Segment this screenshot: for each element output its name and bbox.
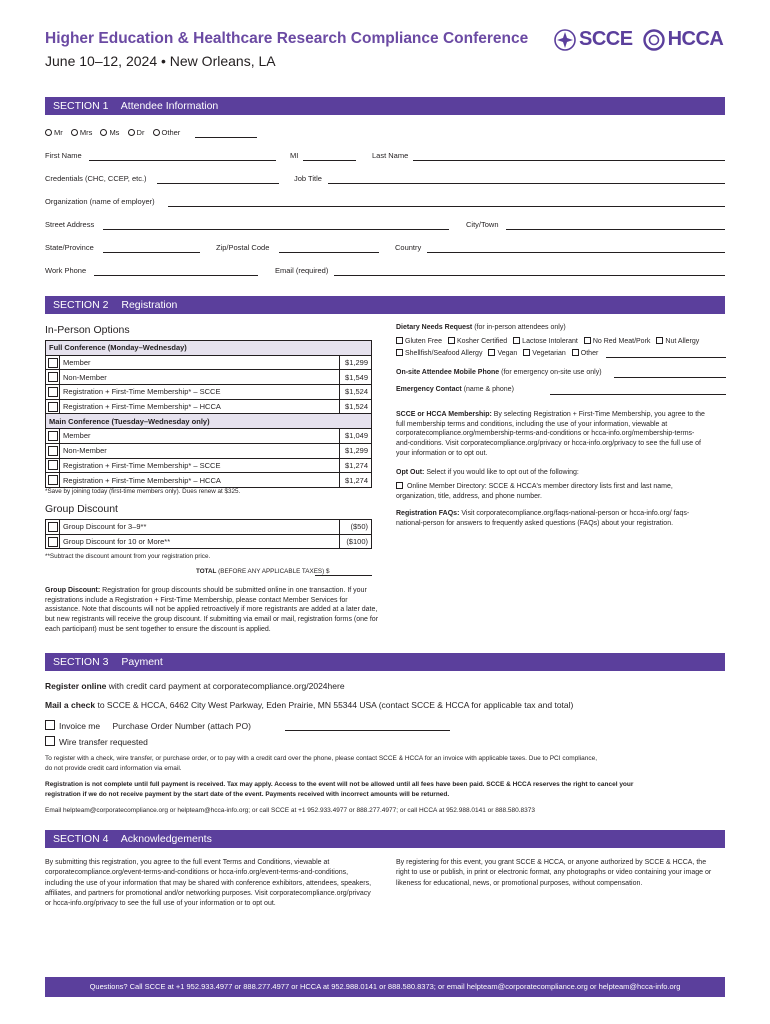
group-discount-table — [45, 519, 372, 549]
last-name-label: Last Name — [372, 151, 409, 160]
optout-option[interactable]: Online Member Directory: SCCE & HCCA's member directory lists first and last name, organization, title, address, and phone number. — [396, 483, 673, 500]
job-title-label: Job Title — [294, 174, 322, 183]
mi-field[interactable] — [303, 160, 356, 161]
zip-label: Zip/Postal Code — [216, 243, 270, 252]
checkbox[interactable] — [656, 337, 663, 344]
checkbox[interactable] — [48, 460, 58, 470]
email-field[interactable] — [334, 275, 725, 276]
dietary-shellfish[interactable]: Shellfish/Seafood Allergy — [396, 348, 482, 360]
dietary-other[interactable]: Other — [572, 348, 599, 360]
group-discount-heading: Group Discount — [45, 503, 118, 515]
payment-note-3: Email helpteam@corporatecompliance.org or helpteam@hcca-info.org; or call SCCE at +1 952.933.4977 or 888.277.4977; or call HCCA at 952.988.0141 or 888.580.8373 — [45, 807, 535, 814]
country-field[interactable] — [427, 252, 725, 253]
radio-icon[interactable] — [153, 129, 160, 136]
checkbox[interactable] — [488, 349, 495, 356]
dietary-vegetarian[interactable]: Vegetarian — [523, 348, 565, 360]
checkbox[interactable] — [584, 337, 591, 344]
acknowledgement-left: By submitting this registration, you agree to the full event Terms and Conditions, viewable at corporatecompliance.org/event-terms-and-conditions or hcca-info.org/event-terms-and-conditions, including the use of your information that may be shared with conference exhibitors, attendees, speakers, affiliates, and partners for promotional and/or networking purposes. Visit corporatecompliance.org/privacy or hcca-info.org/privacy to see the full use of your information or to opt out. — [45, 859, 372, 908]
section2-number: SECTION 2 — [53, 299, 109, 311]
checkbox[interactable] — [48, 402, 58, 412]
credentials-label: Credentials (CHC, CCEP, etc.) — [45, 174, 147, 183]
total-label: TOTAL — [196, 568, 217, 575]
dietary-no-red-meat[interactable]: No Red Meat/Pork — [584, 336, 651, 348]
checkbox[interactable] — [572, 349, 579, 356]
table-row: Non-Member $1,549 — [46, 370, 372, 385]
section2-header — [45, 296, 725, 314]
work-phone-field[interactable] — [94, 275, 258, 276]
section4-header — [45, 830, 725, 848]
table-row: Registration + First-Time Membership* – HCCA $1,524 — [46, 399, 372, 414]
checkbox[interactable] — [523, 349, 530, 356]
full-conference-heading: Full Conference (Monday–Wednesday) — [46, 341, 372, 356]
main-conference-heading: Main Conference (Tuesday–Wednesday only) — [46, 414, 372, 429]
checkbox[interactable] — [45, 736, 55, 746]
checkbox[interactable] — [48, 446, 58, 456]
radio-icon[interactable] — [100, 129, 107, 136]
checkbox[interactable] — [448, 337, 455, 344]
section4-number: SECTION 4 — [53, 833, 109, 845]
salutation-ms[interactable]: Ms — [100, 128, 119, 138]
salutation-other[interactable]: Other — [153, 128, 181, 138]
payment-note-1: To register with a check, wire transfer, or purchase order, or to pay with a credit card over the phone, please contact SCCE & HCCA for an invoice with applicable taxes. Due to PCI compliance, do not provide credit card information via email. — [45, 755, 598, 772]
checkbox[interactable] — [45, 720, 55, 730]
table-row: Non-Member $1,299 — [46, 443, 372, 458]
table-row: Member $1,049 — [46, 429, 372, 444]
total-currency: $ — [325, 568, 330, 575]
page-title: Higher Education & Healthcare Research Compliance Conference — [45, 30, 529, 47]
mobile-label: On-site Attendee Mobile Phone (for emergency on-site use only) — [396, 369, 602, 376]
first-name-field[interactable] — [89, 160, 276, 161]
mail-check-line: Mail a check to SCCE & HCCA, 6462 City West Parkway, Eden Prairie, MN 55344 USA (contact SCCE & HCCA for applicable tax and total) — [45, 700, 574, 710]
footer-bar — [45, 977, 725, 997]
checkbox[interactable] — [48, 537, 58, 547]
organization-label: Organization (name of employer) — [45, 197, 155, 206]
acknowledgement-right: By registering for this event, you grant SCCE & HCCA, or anyone authorized by SCCE & HCCA, the right to use or publish, in print or electronic format, any photographs or video containing your image or likeness for educational, news, or promotional purposes, without compensation. — [396, 859, 712, 887]
dietary-lactose[interactable]: Lactose Intolerant — [513, 336, 578, 348]
dietary-nut-allergy[interactable]: Nut Allergy — [656, 336, 699, 348]
logos — [554, 28, 723, 51]
work-phone-label: Work Phone — [45, 266, 87, 275]
checkbox[interactable] — [48, 387, 58, 397]
section1-number: SECTION 1 — [53, 100, 109, 112]
hcca-emblem-icon — [643, 29, 665, 51]
mobile-field[interactable] — [614, 377, 726, 378]
mi-label: MI — [290, 151, 299, 160]
wire-option[interactable]: Wire transfer requested — [45, 736, 148, 747]
dietary-heading: Dietary Needs Request (for in-person attendees only) — [396, 324, 566, 331]
salutation-mr[interactable]: Mr — [45, 128, 63, 138]
in-person-heading: In-Person Options — [45, 324, 130, 336]
section3-number: SECTION 3 — [53, 656, 109, 668]
membership-terms: SCCE or HCCA Membership: By selecting Registration + First-Time Membership, you agree to the full membership terms and conditions, including the use of your information, viewable at corporatecompliance.org/membership-terms-and-conditions or hcca-info.org/membership-terms-and-conditions. Visit corporatecompliance.org/privacy or hcca-info.org/privacy to see the full use of your information or to opt out. — [396, 411, 705, 457]
emergency-field[interactable] — [550, 394, 726, 395]
country-label: Country — [395, 243, 422, 252]
radio-icon[interactable] — [71, 129, 78, 136]
optout-heading: Opt Out: Select if you would like to opt out of the following: — [396, 469, 579, 476]
checkbox[interactable] — [48, 475, 58, 485]
city-label: City/Town — [466, 220, 499, 229]
email-label: Email (required) — [275, 266, 329, 275]
table-row: Group Discount for 10 or More** ($100) — [46, 534, 372, 549]
section1-title: Attendee Information — [120, 100, 219, 112]
scce-logo — [554, 28, 633, 51]
table-row: Group Discount for 3–9** ($50) — [46, 520, 372, 535]
job-title-field[interactable] — [328, 183, 725, 184]
dietary-other-field[interactable] — [606, 357, 726, 358]
credentials-field[interactable] — [157, 183, 279, 184]
street-label: Street Address — [45, 220, 95, 229]
membership-note: *Save by joining today (first-time members only). Dues renew at $325. — [45, 488, 241, 495]
table-row: Registration + First-Time Membership* – SCCE $1,524 — [46, 385, 372, 400]
checkbox[interactable] — [396, 349, 403, 356]
city-field[interactable] — [506, 229, 725, 230]
section2-title: Registration — [121, 299, 178, 311]
hcca-logo — [643, 28, 724, 51]
salutation-dr[interactable]: Dr — [128, 128, 145, 138]
event-date-location: June 10–12, 2024 • New Orleans, LA — [45, 53, 276, 69]
radio-icon[interactable] — [128, 129, 135, 136]
registration-faqs: Registration FAQs: Visit corporatecompliance.org/faqs-national-person or hcca-info.org/ faqs-national-person for answers to frequently asked questions (FAQs) about your registration. — [396, 510, 690, 527]
group-discount-paragraph: Group Discount: Registration for group discounts should be submitted online in one transaction. If your registrations include a Registration + First-Time Membership, please contact Member Services for assistance. Note that discounts will not be applied retroactively if more registrants are added at a later date, but new registrants will receive the group discount. If submitting via email or mail, registration forms (one for each participant) must be sent together to ensure the discount is applied. — [45, 587, 379, 633]
checkbox[interactable] — [513, 337, 520, 344]
group-note: **Subtract the discount amount from your registration price. — [45, 553, 211, 560]
total-label-line — [196, 567, 329, 577]
last-name-field[interactable] — [413, 160, 725, 161]
table-row: Registration + First-Time Membership* – HCCA $1,274 — [46, 473, 372, 488]
salutation-mrs[interactable]: Mrs — [71, 128, 93, 138]
checkbox[interactable] — [48, 431, 58, 441]
dietary-vegan[interactable]: Vegan — [488, 348, 517, 360]
checkbox[interactable] — [48, 372, 58, 382]
checkbox[interactable] — [48, 358, 58, 368]
invoice-option[interactable]: Invoice me Purchase Order Number (attach PO) — [45, 720, 251, 731]
total-sub: (BEFORE ANY APPLICABLE TAXES) — [218, 568, 325, 575]
total-field[interactable] — [315, 575, 372, 576]
state-field[interactable] — [103, 252, 200, 253]
table-row: Registration + First-Time Membership* – SCCE $1,274 — [46, 458, 372, 473]
po-number-field[interactable] — [285, 730, 450, 731]
checkbox[interactable] — [396, 482, 403, 489]
section3-header — [45, 653, 725, 671]
radio-icon[interactable] — [45, 129, 52, 136]
state-label: State/Province — [45, 243, 94, 252]
salutation-other-field[interactable] — [195, 137, 257, 138]
registration-table — [45, 340, 372, 488]
salutation-group — [45, 128, 186, 138]
emergency-label: Emergency Contact (name & phone) — [396, 386, 514, 393]
scce-logo-text: SCCE — [579, 28, 633, 50]
section1-header — [45, 97, 725, 115]
payment-note-2: Registration is not complete until full payment is received. Tax may apply. Access to the event will not be allowed until all fees have been paid. SCCE & HCCA reserves the right to cancel your registration if we do not receive payment by the start date of the event. Payments received with incorrect amounts will be returned. — [45, 781, 634, 798]
footer-text: Questions? Call SCCE at +1 952.933.4977 or 888.277.4977 or HCCA at 952.988.0141 or 888.580.8373; or email helpteam@corporatecompliance.org or helpteam@hcca-info.org — [89, 982, 681, 991]
checkbox[interactable] — [48, 522, 58, 532]
section3-title: Payment — [121, 656, 163, 668]
checkbox[interactable] — [396, 337, 403, 344]
table-row: Member $1,299 — [46, 355, 372, 370]
hcca-logo-text: HCCA — [667, 28, 724, 50]
street-field[interactable] — [103, 229, 449, 230]
scce-emblem-icon — [554, 29, 576, 51]
dietary-kosher[interactable]: Kosher Certified — [448, 336, 507, 348]
first-name-label: First Name — [45, 151, 82, 160]
po-label: Purchase Order Number (attach PO) — [112, 721, 251, 731]
zip-field[interactable] — [279, 252, 379, 253]
dietary-gluten-free[interactable]: Gluten Free — [396, 336, 442, 348]
register-online-line: Register online with credit card payment at corporatecompliance.org/2024here — [45, 681, 345, 691]
section4-title: Acknowledgements — [120, 833, 212, 845]
organization-field[interactable] — [168, 206, 725, 207]
